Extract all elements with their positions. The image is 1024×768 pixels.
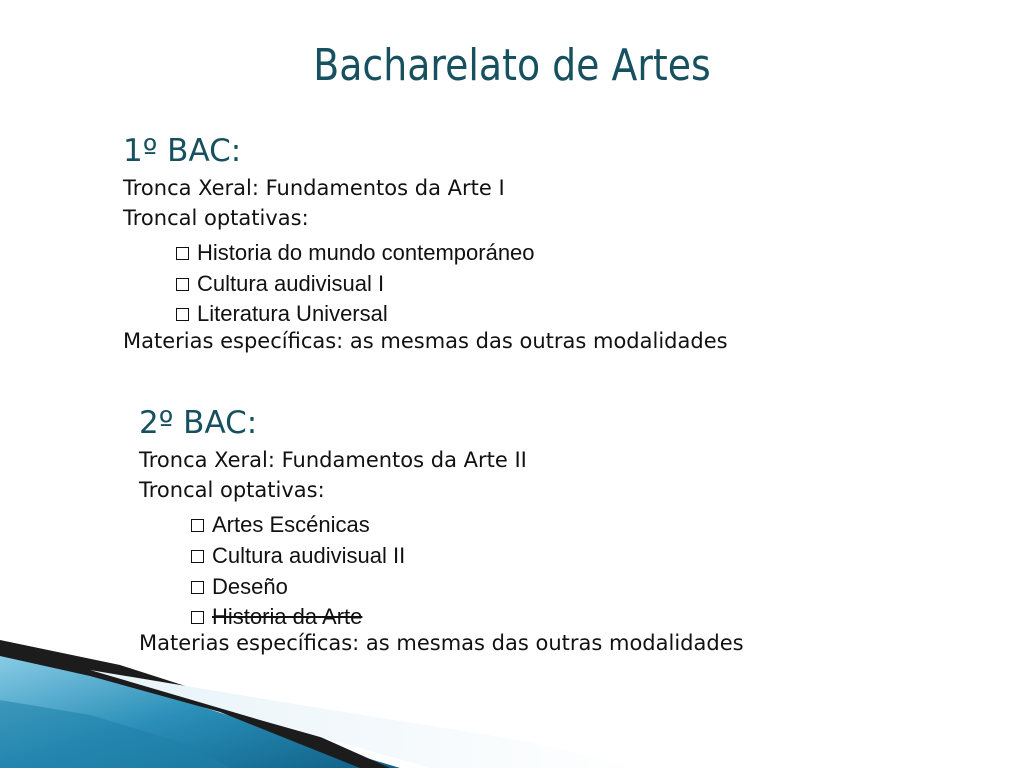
section-1-option	[176, 240, 535, 266]
checkbox-square-icon	[191, 611, 204, 624]
slide-title: Bacharelato de Artes	[313, 40, 711, 91]
checkbox-square-icon	[176, 247, 189, 260]
checkbox-square-icon	[191, 519, 204, 532]
section-1-option	[176, 301, 388, 327]
section-1-option	[176, 271, 384, 297]
section-1-tronca: Tronca Xeral: Fundamentos da Arte I	[123, 176, 505, 200]
section-1-materias: Materias específicas: as mesmas das outras modalidades	[123, 329, 728, 353]
section-2-heading: 2º BAC:	[139, 405, 258, 441]
section-1-heading: 1º BAC:	[123, 133, 242, 169]
option-label: Cultura audivisual II	[212, 543, 406, 568]
checkbox-square-icon	[176, 278, 189, 291]
section-1-troncal-label: Troncal optativas:	[123, 206, 309, 230]
section-2-troncal-label: Troncal optativas:	[139, 478, 325, 502]
option-label: Deseño	[212, 574, 288, 599]
checkbox-square-icon	[191, 581, 204, 594]
section-2-option-struck	[191, 604, 362, 630]
checkbox-square-icon	[191, 550, 204, 563]
section-2-tronca: Tronca Xeral: Fundamentos da Arte II	[139, 448, 527, 472]
checkbox-square-icon	[176, 308, 189, 321]
section-2-option	[191, 543, 405, 569]
section-2-option	[191, 574, 288, 600]
section-2-materias: Materias específicas: as mesmas das outras modalidades	[139, 631, 744, 655]
option-label: Literatura Universal	[197, 301, 388, 326]
option-label: Artes Escénicas	[212, 512, 370, 537]
option-label: Historia do mundo contemporáneo	[197, 240, 535, 265]
option-label: Cultura audivisual I	[197, 271, 385, 296]
section-2-option	[191, 512, 370, 538]
option-label: Historia da Arte	[212, 604, 363, 629]
